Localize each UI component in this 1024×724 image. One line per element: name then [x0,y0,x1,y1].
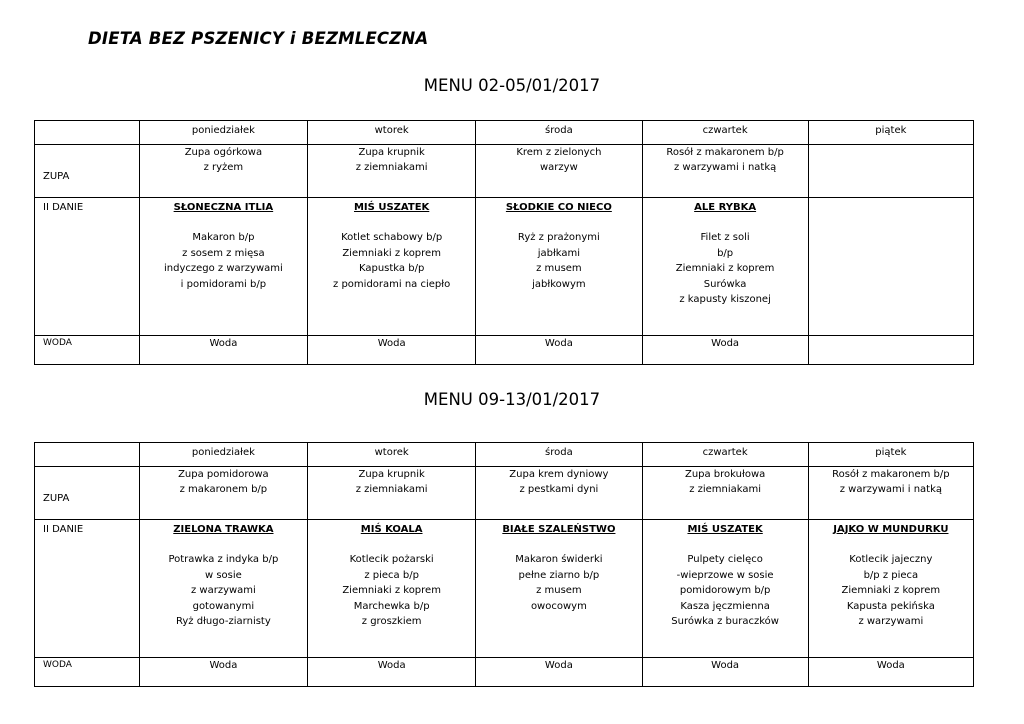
dish-line: Kotlet schabowy b/p [341,232,443,243]
header-tuesday: wtorek [308,443,476,467]
soup-cell-monday [139,144,307,197]
dish-line: Ziemniaki z koprem [342,247,441,259]
dish-line: Makaron świderki [515,554,603,565]
header-monday: poniedziałek [139,121,307,145]
dish-name: MIŚ USZATEK [687,523,763,535]
soup-line: Zupa pomidorowa [178,468,269,480]
dish-line: Kasza jęczmienna [680,600,770,612]
main-course-row [35,197,974,335]
dish-line: z warzywami [190,585,256,596]
soup-line: Zupa brokułowa [684,468,766,480]
header-thursday: czwartek [642,443,808,467]
dish-line: pełne ziarno b/p [518,569,600,581]
soup-line: Zupa krupnik [358,146,425,158]
dish-line: Surówka [703,278,747,290]
soup-line: warzyw [540,162,578,173]
soup-cell-wednesday [476,144,642,197]
header-friday: piątek [808,121,973,145]
soup-line: Zupa krem dyniowy [509,468,609,480]
water-cell-friday: Woda [808,657,973,686]
soup-line: z ryżem [203,162,244,173]
soup-row-label: ZUPA [35,466,140,519]
soup-row [35,144,974,197]
soup-line: Rosół z makaronem b/p [666,146,784,158]
soup-line: Rosół z makaronem b/p [832,468,950,480]
dish-name: MIŚ USZATEK [353,201,430,213]
main-course-row-label: II DANIE [35,519,140,657]
dish-line: z musem [536,263,582,274]
main-course-cell-tuesday [308,197,476,335]
dish-line: z groszkiem [361,616,422,627]
dish-name: BIAŁE SZALEŃSTWO [502,523,616,535]
dish-line: Ryż długo-ziarnisty [175,616,271,627]
main-course-cell-monday [139,519,307,657]
menu-title-2-text: MENU 09-13/01/2017 [423,390,601,409]
water-row-label: WODA [35,657,140,686]
dish-line: Ziemniaki z koprem [841,585,941,596]
header-row [35,121,974,145]
water-cell-tuesday: Woda [308,335,476,364]
dish-line: z sosem z mięsa [182,247,265,259]
dish-line: i pomidorami b/p [180,278,267,290]
soup-cell-wednesday [476,466,642,519]
soup-line: z pestkami dyni [519,484,599,495]
document-title: DIETA BEZ PSZENICY i BEZMLECZNA [88,29,429,48]
dish-line: Kapusta pekińska [846,600,935,612]
header-friday: piątek [808,443,973,467]
header-tuesday: wtorek [308,121,476,145]
header-blank-cell [35,443,140,467]
dish-line: Ryż z prażonymi [517,232,600,243]
dish-line: b/p z pieca [863,569,919,581]
dish-line: -wieprzowe w sosie [676,569,774,581]
main-course-cell-wednesday [476,519,642,657]
dish-name: SŁODKIE CO NIECO [505,201,612,213]
header-wednesday: środa [476,121,642,145]
dish-line: b/p [717,247,734,259]
dish-name: MIŚ KOALA [360,523,423,535]
dish-name: ZIELONA TRAWKA [173,523,274,535]
water-cell-thursday: Woda [642,657,808,686]
dish-line: Potrawka z indyka b/p [168,554,279,565]
soup-line: z ziemniakami [355,162,428,173]
dish-line: Marchewka b/p [353,600,430,612]
menu-title-1-text: MENU 02-05/01/2017 [423,76,601,95]
dish-line: indyczego z warzywami [164,263,283,274]
menu-title-2 [0,390,1024,409]
soup-line: Zupa krupnik [358,468,425,480]
soup-line: z ziemniakami [355,484,428,495]
soup-line: Krem z zielonych [516,146,602,158]
soup-line: z makaronem b/p [179,484,268,495]
soup-line: Zupa ogórkowa [184,146,263,158]
menu-table-1 [34,120,974,365]
soup-cell-tuesday [308,144,476,197]
header-wednesday: środa [476,443,642,467]
soup-cell-thursday [642,466,808,519]
dish-line: Surówka z buraczków [671,616,779,627]
dish-line: jabłkowym [532,278,586,290]
soup-line: z warzywami i natką [839,484,942,495]
water-cell-monday: Woda [139,657,307,686]
main-course-cell-friday [808,197,973,335]
main-course-cell-thursday [642,197,808,335]
dish-line: z warzywami [858,616,924,627]
dish-line: z pomidorami na ciepło [333,278,451,290]
dish-line: Ziemniaki z koprem [675,263,775,274]
dish-line: Kotlecik pożarski [349,554,434,565]
dish-line: z musem [536,585,582,596]
soup-line: z warzywami i natką [673,162,777,173]
water-cell-friday [808,335,973,364]
header-monday: poniedziałek [139,443,307,467]
soup-line: z ziemniakami [689,484,762,495]
water-cell-wednesday: Woda [476,335,642,364]
main-course-cell-friday [808,519,973,657]
menu-table-2 [34,442,974,687]
soup-cell-friday [808,466,973,519]
water-row [35,335,974,364]
menu-title-1 [0,76,1024,95]
water-row-label: WODA [35,335,140,364]
dish-line: z kapusty kiszonej [679,294,771,305]
main-course-row [35,519,974,657]
dish-line: Kapustka b/p [358,263,425,274]
main-course-cell-tuesday [308,519,476,657]
header-blank-cell [35,121,140,145]
dish-line: jabłkami [537,247,581,259]
water-cell-tuesday: Woda [308,657,476,686]
soup-cell-tuesday [308,466,476,519]
header-row [35,443,974,467]
dish-line: owocowym [530,600,587,612]
main-course-cell-wednesday [476,197,642,335]
dish-name: SŁONECZNA ITLIA [173,201,274,213]
water-cell-thursday: Woda [642,335,808,364]
dish-line: Kotlecik jajeczny [849,554,933,565]
water-cell-wednesday: Woda [476,657,642,686]
dish-line: Makaron b/p [192,232,255,243]
main-course-row-label: II DANIE [35,197,140,335]
header-thursday: czwartek [642,121,808,145]
dish-line: w sosie [204,569,242,581]
dish-line: pomidorowym b/p [679,585,771,596]
dish-line: gotowanymi [192,600,255,612]
water-row [35,657,974,686]
dish-name: JAJKO W MUNDURKU [833,523,949,535]
dish-line: z pieca b/p [364,569,419,581]
dish-name: ALE RYBKA [694,201,757,213]
soup-cell-thursday [642,144,808,197]
dish-line: Pulpety cielęco [687,554,763,565]
water-cell-monday: Woda [139,335,307,364]
soup-cell-friday [808,144,973,197]
dish-line: Ziemniaki z koprem [342,585,441,596]
soup-row-label: ZUPA [35,144,140,197]
main-course-cell-thursday [642,519,808,657]
main-course-cell-monday [139,197,307,335]
soup-row [35,466,974,519]
dish-line: Filet z soli [700,232,750,243]
soup-cell-monday [139,466,307,519]
